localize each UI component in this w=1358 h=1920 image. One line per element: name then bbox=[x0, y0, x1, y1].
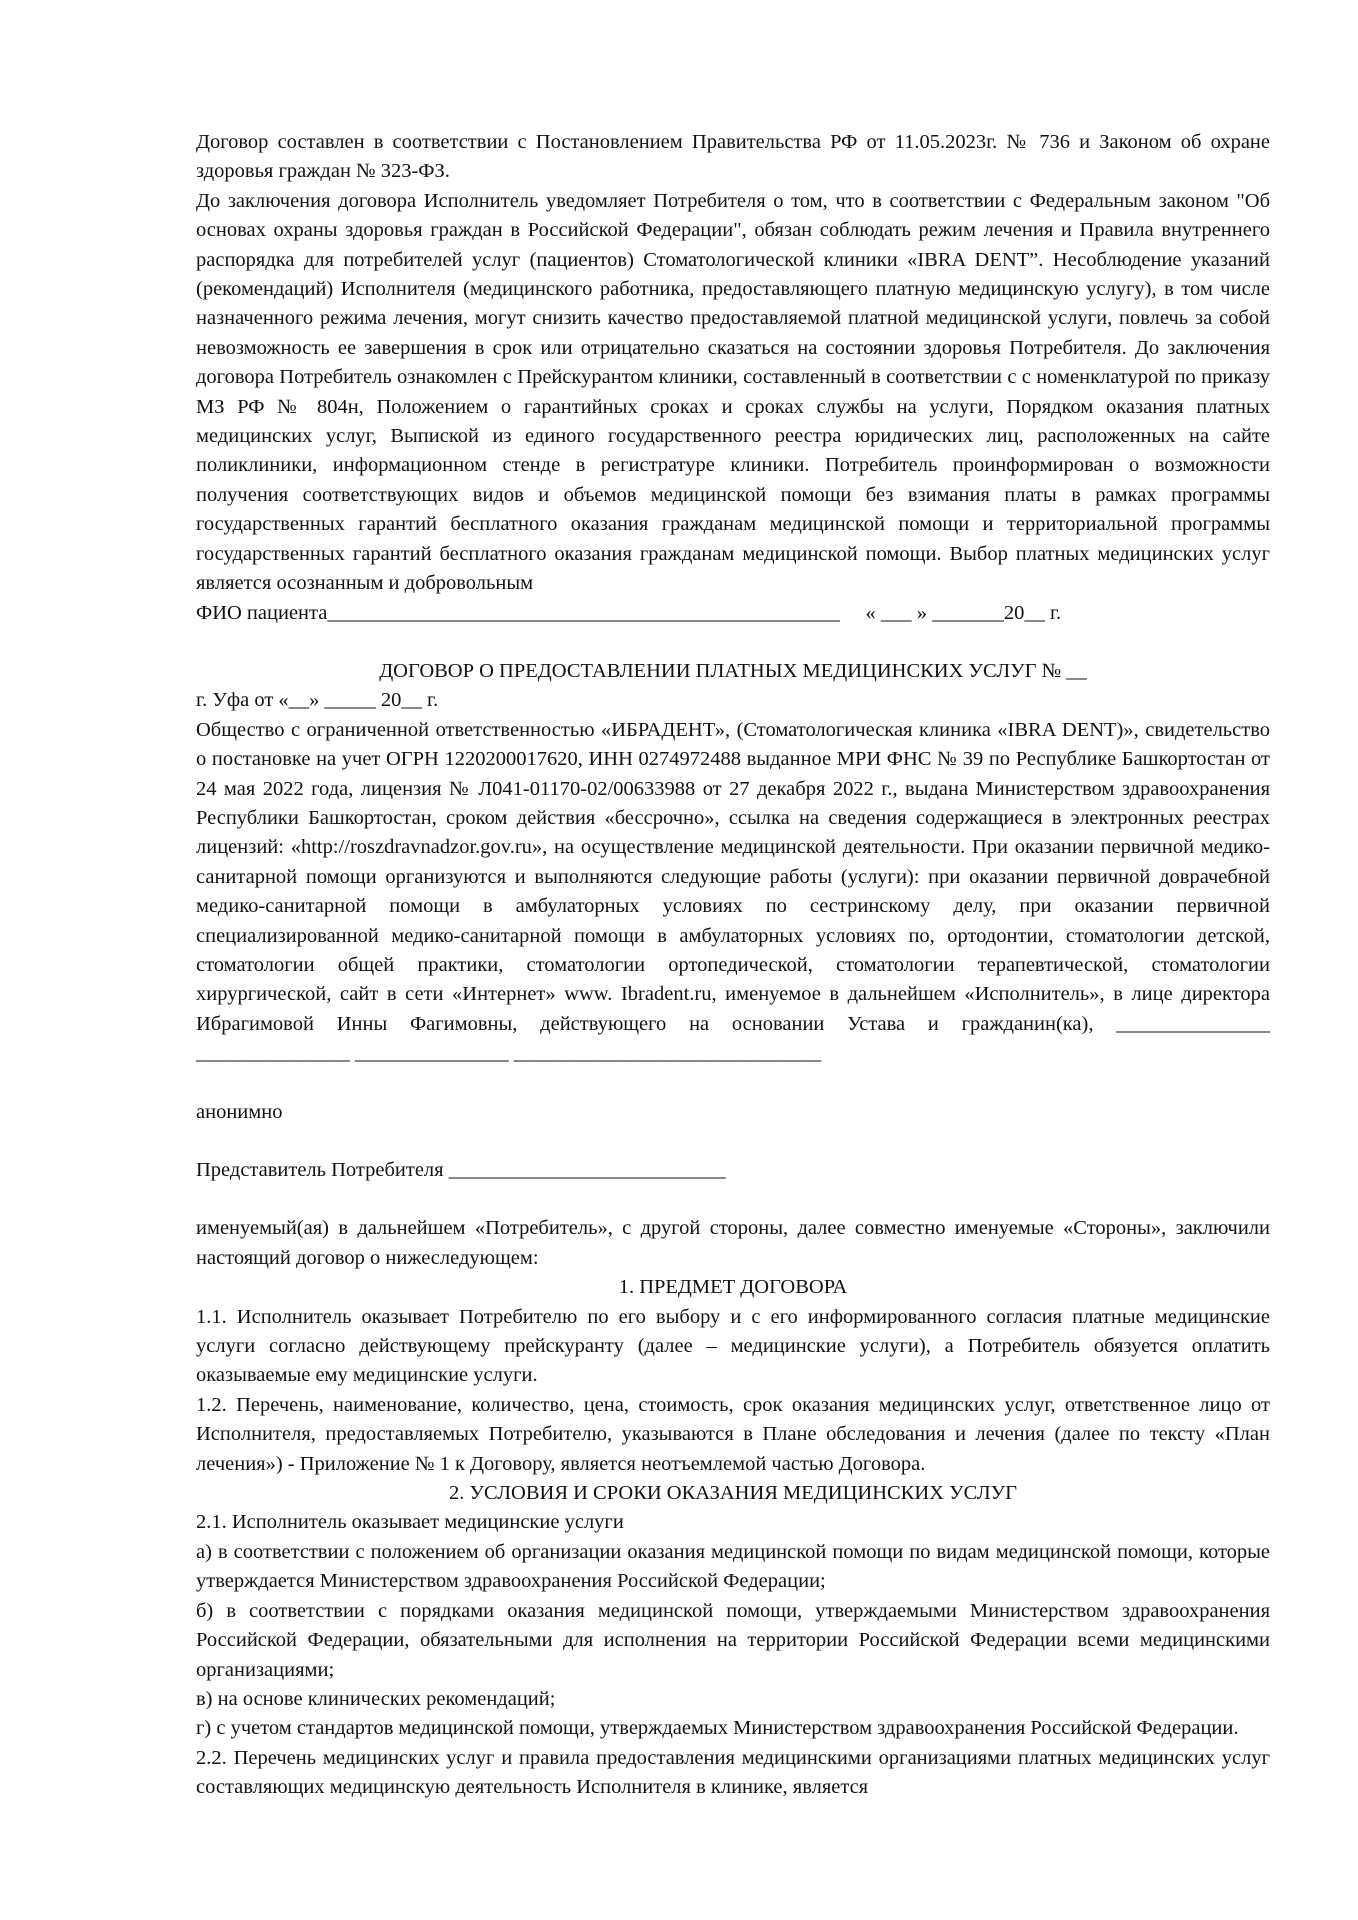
representative-line: Представитель Потребителя ___________________________ bbox=[196, 1159, 726, 1181]
intro-paragraph-2: До заключения договора Исполнитель уведомляет Потребителя о том, что в соответствии с Федеральным законом "Об основах охраны здоровья граждан в Российской Федерации", обязан соблюдать режим лечения и Правила внутреннего распорядка для потребителей услуг (пациентов) Стоматологической клиники «IBRA DENT”. Несоблюдение указаний (рекомендаций) Исполнителя (медицинского работника, предоставляющего платную медицинскую услугу), в том числе назначенного режима лечения, могут снизить качество предоставляемой платной медицинской услуги, повлечь за собой невозможность ее завершения в срок или отрицательно сказаться на состоянии здоровья Потребителя. До заключения договора Потребитель ознакомлен с Прейскурантом клиники, составленный в соответствии с с номенклатурой по приказу МЗ РФ № 804н, Положением о гарантийных сроках и сроках службы на услуги, Порядком оказания платных медицинских услуг, Выпиской из единого государственного реестра юридических лиц, расположенных на сайте поликлиники, информационном стенде в регистратуре клиники. Потребитель проинформирован о возможности получения соответствующих видов и объемов медицинской помощи без взимания платы в рамках программы государственных гарантий бесплатного оказания гражданам медицинской помощи и территориальной программы государственных гарантий бесплатного оказания гражданам медицинской помощи. Выбор платных медицинских услуг является осознанным и добровольным bbox=[196, 189, 1270, 595]
spacer bbox=[196, 1127, 1270, 1156]
organization-paragraph: Общество с ограниченной ответственностью «ИБРАДЕНТ», (Стоматологическая клиника «IBRA DENT)», свидетельство о постановке на учет ОГРН 1220200017620, ИНН 0274972488 выданное МРИ ФНС № 39 по Республике Башкортостан от 24 мая 2022 года, лицензия № Л041-01170-02/00633988 от 27 декабря 2022 г., выдана Министерством здравоохранения Республики Башкортостан, сроком действия «бессрочно», ссылка на сведения содержащиеся в электронных реестрах лицензий: «http://roszdravnadzor.gov.ru», на осуществление медицинской деятельности. При оказании первичной медико-санитарной помощи организуются и выполняются следующие работы (услуги): при оказании первичной доврачебной медико-санитарной помощи в амбулаторных условиях по сестринскому делу, при оказании первичной специализированной медико-санитарной помощи в амбулаторных условиях по, ортодонтии, стоматологии детской, стоматологии общей практики, стоматологии ортопедической, стоматологии терапевтической, стоматологии хирургической, сайт в сети «Интернет» www. Ibradent.ru, именуемое в дальнейшем «Исполнитель», в лице директора Ибрагимовой Инны Фагимовны, действующего на основании Устава и гражданин(ка), _______________ _______________ _______________ ______________________________ bbox=[196, 718, 1270, 1065]
clause-2-1-b: б) в соответствии с порядками оказания медицинской помощи, утверждаемыми Министерством здравоохранения Российской Федерации, обязательными для исполнения на территории Российской Федерации всеми медицинскими организациями; bbox=[196, 1599, 1270, 1681]
clause-1-1: 1.1. Исполнитель оказывает Потребителю по его выбору и с его информированного согласия платные медицинские услуги согласно действующему прейскуранту (далее – медицинские услуги), а Потребитель обязуется оплатить оказываемые ему медицинские услуги. bbox=[196, 1305, 1270, 1387]
clause-1-2: 1.2. Перечень, наименование, количество, цена, стоимость, срок оказания медицинских услуг, ответственное лицо от Исполнителя, предоставляемых Потребителю, указываются в Плане обследования и лечения (далее по тексту «План лечения») - Приложение № 1 к Договору, является неотъемлемой частью Договора. bbox=[196, 1393, 1270, 1475]
anonymous-label: анонимно bbox=[196, 1100, 283, 1123]
section-2-title: 2. УСЛОВИЯ И СРОКИ ОКАЗАНИЯ МЕДИЦИНСКИХ УСЛУГ bbox=[448, 1482, 1018, 1505]
spacer bbox=[196, 628, 1270, 657]
section-1-title: 1. ПРЕДМЕТ ДОГОВОРА bbox=[618, 1276, 848, 1299]
parties-paragraph: именуемый(ая) в дальнейшем «Потребитель», с другой стороны, далее совместно именуемые «Стороны», заключили настоящий договор о нижеследующем: bbox=[196, 1217, 1270, 1269]
city-date-line: г. Уфа от «__» _____ 20__ г. bbox=[196, 689, 439, 712]
document-body bbox=[196, 128, 1270, 1803]
clause-2-1-a: а) в соответствии с положением об организации оказания медицинской помощи по видам медицинской помощи, которые утверждается Министерством здравоохранения Российской Федерации; bbox=[196, 1540, 1270, 1593]
clause-2-1-v: в) на основе клинических рекомендаций; bbox=[196, 1687, 556, 1710]
clause-2-1-g: г) с учетом стандартов медицинской помощи, утверждаемых Министерством здравоохранения Российской Федерации. bbox=[196, 1717, 1239, 1740]
clause-2-1: 2.1. Исполнитель оказывает медицинские услуги bbox=[196, 1511, 624, 1534]
clause-2-2: 2.2. Перечень медицинских услуг и правила предоставления медицинскими организациями платных медицинских услуг составляющих медицинскую деятельность Исполнителя в клинике, является bbox=[196, 1746, 1270, 1799]
spacer bbox=[196, 1185, 1270, 1214]
spacer bbox=[196, 1069, 1270, 1098]
intro-paragraph-1: Договор составлен в соответствии с Постановлением Правительства РФ от 11.05.2023г. № 736 и Законом об охране здоровья граждан № 323-ФЗ. bbox=[196, 131, 1270, 183]
patient-name-line: ФИО пациента__________________________________________________ « ___ » _______20__ г. bbox=[196, 601, 1062, 624]
contract-title: ДОГОВОР О ПРЕДОСТАВЛЕНИИ ПЛАТНЫХ МЕДИЦИНСКИХ УСЛУГ № __ bbox=[379, 659, 1087, 682]
